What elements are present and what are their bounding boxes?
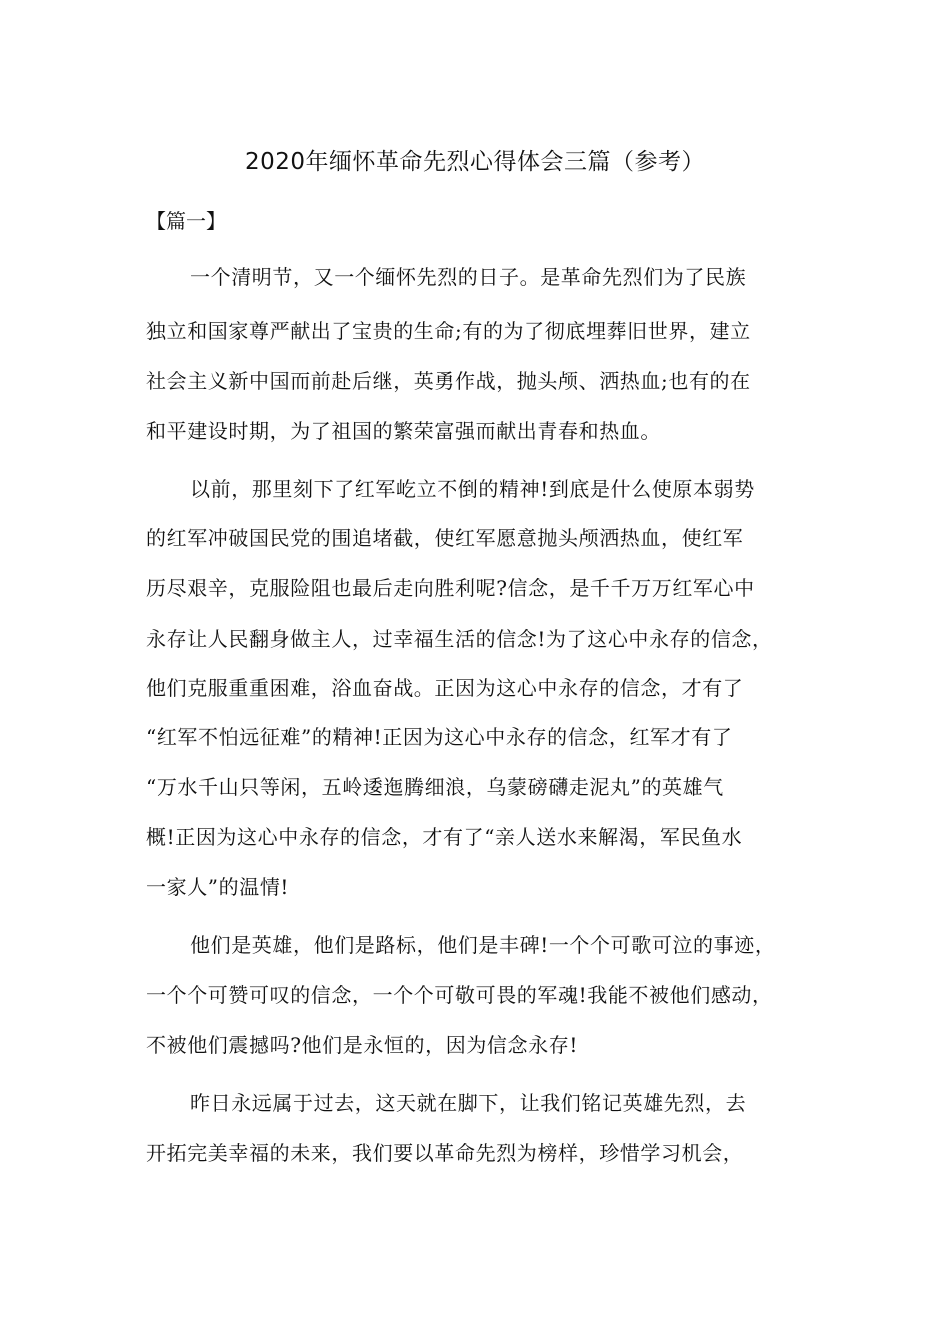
text-line: 的红军冲破国民党的围追堵截，使红军愿意抛头颅洒热血，使红军: [146, 526, 744, 550]
text-line: 开拓完美幸福的未来，我们要以革命先烈为榜样，珍惜学习机会，: [146, 1141, 744, 1165]
text-line: 历尽艰辛，克服险阻也最后走向胜利呢?信念，是千千万万红军心中: [146, 576, 755, 600]
text-line: 一家人”的温情!: [146, 875, 290, 899]
text-line: 他们是英雄，他们是路标，他们是丰碑!一个个可歌可泣的事迹，: [190, 933, 776, 957]
text-line: 他们克服重重困难，浴血奋战。正因为这心中永存的信念，才有了: [146, 676, 744, 700]
text-line: 一个个可赞可叹的信念，一个个可敬可畏的军魂!我能不被他们感动，: [146, 983, 773, 1007]
text-line: “万水千山只等闲，五岭逶迤腾细浪，乌蒙磅礴走泥丸”的英雄气: [146, 775, 724, 799]
text-line: 独立和国家尊严献出了宝贵的生命;有的为了彻底埋葬旧世界，建立: [146, 319, 751, 343]
text-line: 以前，那里刻下了红军屹立不倒的精神!到底是什么使原本弱势: [190, 477, 755, 501]
text-line: 永存让人民翻身做主人，过幸福生活的信念!为了这心中永存的信念，: [146, 627, 773, 651]
text-line: 不被他们震撼吗?他们是永恒的，因为信念永存!: [146, 1033, 578, 1057]
section-label: 【篇一】: [146, 209, 226, 233]
document-title: 2020年缅怀革命先烈心得体会三篇（参考）: [244, 149, 706, 175]
text-line: 一个清明节，又一个缅怀先烈的日子。是革命先烈们为了民族: [190, 265, 747, 289]
text-line: 概!正因为这心中永存的信念，才有了“亲人送水来解渴，军民鱼水: [146, 825, 743, 849]
text-line: 和平建设时期，为了祖国的繁荣富强而献出青春和热血。: [146, 419, 661, 443]
text-line: 昨日永远属于过去，这天就在脚下，让我们铭记英雄先烈，去: [190, 1091, 747, 1115]
text-line: “红军不怕远征难”的精神!正因为这心中永存的信念，红军才有了: [146, 725, 733, 749]
text-line: 社会主义新中国而前赴后继，英勇作战，抛头颅、洒热血;也有的在: [146, 369, 751, 393]
